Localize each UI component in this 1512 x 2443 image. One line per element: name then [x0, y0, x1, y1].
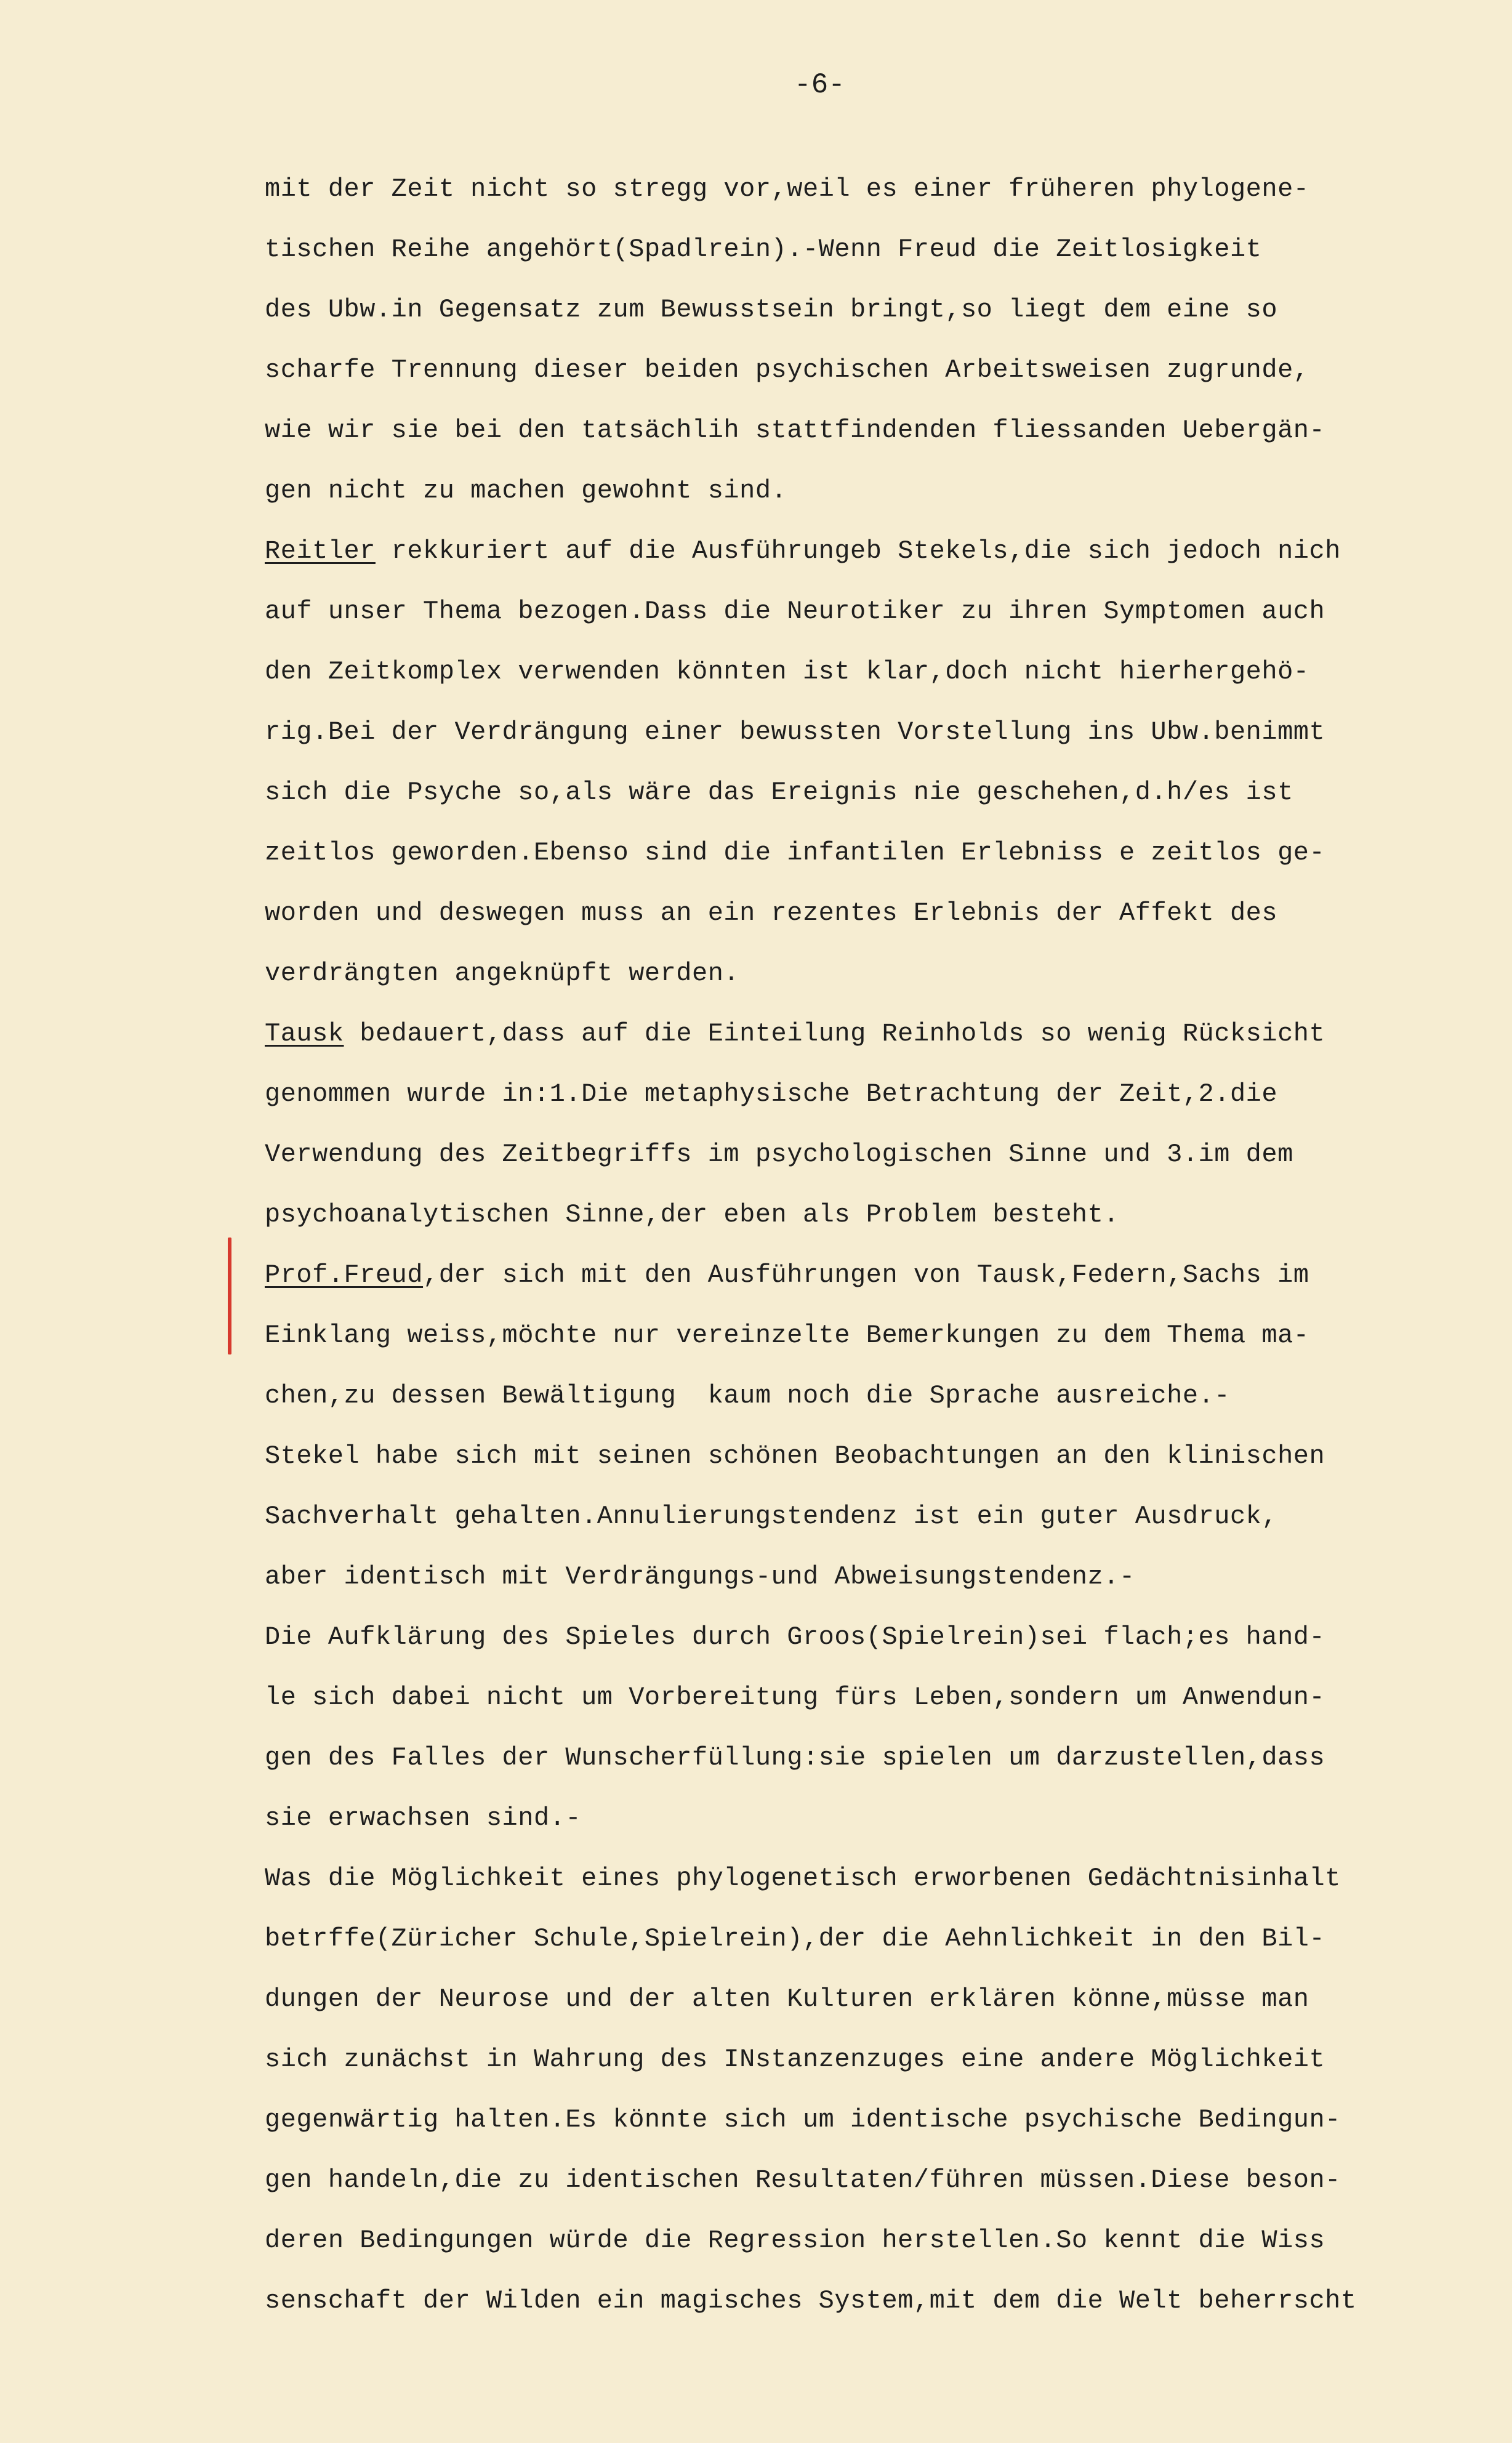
line-text: senschaft der Wilden ein magisches System,mit dem die Welt beherrscht [265, 2286, 1357, 2316]
text-line [265, 943, 1496, 1004]
text-line [265, 159, 1496, 219]
line-text: chen,zu dessen Bewältigung kaum noch die Sprache ausreiche.- [265, 1381, 1230, 1411]
text-line [265, 823, 1496, 883]
line-text: ,der sich mit den Ausführungen von Tausk,Federn,Sachs im [423, 1260, 1309, 1290]
typewritten-text-body [265, 159, 1496, 2331]
text-line [265, 1185, 1496, 1245]
speaker-name: Reitler [265, 536, 376, 566]
line-text: gen handeln,die zu identischen Resultaten/führen müssen.Diese beson- [265, 2165, 1341, 2195]
text-line [265, 1788, 1496, 1848]
text-line [265, 1426, 1496, 1486]
line-text: verdrängten angeknüpft werden. [265, 959, 740, 988]
text-line [265, 883, 1496, 943]
line-text: dungen der Neurose und der alten Kulturen erklären könne,müsse man [265, 1984, 1309, 2014]
text-line [265, 1004, 1496, 1064]
text-line [265, 702, 1496, 762]
text-line [265, 1667, 1496, 1728]
line-text: Die Aufklärung des Spieles durch Groos(Spielrein)sei flach;es hand- [265, 1622, 1325, 1652]
text-line [265, 762, 1496, 823]
text-line [265, 1969, 1496, 2029]
line-text: gegenwärtig halten.Es könnte sich um identische psychische Bedingun- [265, 2105, 1341, 2135]
text-line [265, 219, 1496, 280]
line-text: gen des Falles der Wunscherfüllung:sie spielen um darzustellen,dass [265, 1743, 1325, 1773]
line-text: genommen wurde in:1.Die metaphysische Betrachtung der Zeit,2.die [265, 1079, 1278, 1109]
line-text: rekkuriert auf die Ausführungeb Stekels,die sich jedoch nich [375, 536, 1341, 566]
text-line [265, 2029, 1496, 2090]
text-line [265, 1607, 1496, 1667]
red-margin-mark [228, 1238, 231, 1354]
text-line [265, 1064, 1496, 1124]
line-text: aber identisch mit Verdrängungs-und Abweisungstendenz.- [265, 1562, 1135, 1592]
text-line [265, 1728, 1496, 1788]
text-line [265, 581, 1496, 642]
line-text: wie wir sie bei den tatsächlih stattfindenden fliessanden Uebergän- [265, 416, 1325, 445]
line-text: des Ubw.in Gegensatz zum Bewusstsein bringt,so liegt dem eine so [265, 295, 1278, 324]
text-line [265, 642, 1496, 702]
page-number: -6- [794, 69, 845, 101]
text-line [265, 1366, 1496, 1426]
line-text: Sachverhalt gehalten.Annulierungstendenz ist ein guter Ausdruck, [265, 1502, 1278, 1531]
text-line [265, 1305, 1496, 1366]
line-text: sich die Psyche so,als wäre das Ereignis nie geschehen,d.h/es ist [265, 778, 1293, 807]
line-text: zeitlos geworden.Ebenso sind die infantilen Erlebniss e zeitlos ge- [265, 838, 1325, 867]
line-text: Stekel habe sich mit seinen schönen Beobachtungen an den klinischen [265, 1441, 1325, 1471]
text-line [265, 1848, 1496, 1909]
line-text: sich zunächst in Wahrung des INstanzenzuges eine andere Möglichkeit [265, 2045, 1325, 2074]
text-line [265, 1486, 1496, 1547]
speaker-name: Tausk [265, 1019, 344, 1048]
line-text: Einklang weiss,möchte nur vereinzelte Bemerkungen zu dem Thema ma- [265, 1321, 1309, 1350]
text-line [265, 461, 1496, 521]
line-text: Was die Möglichkeit eines phylogenetisch erworbenen Gedächtnisinhalt [265, 1864, 1341, 1893]
text-line [265, 1124, 1496, 1185]
line-text: deren Bedingungen würde die Regression herstellen.So kennt die Wiss [265, 2226, 1325, 2255]
text-line [265, 2210, 1496, 2271]
line-text: scharfe Trennung dieser beiden psychischen Arbeitsweisen zugrunde, [265, 355, 1309, 385]
speaker-name: Prof.Freud [265, 1260, 424, 1290]
line-text: le sich dabei nicht um Vorbereitung fürs Leben,sondern um Anwendun- [265, 1683, 1325, 1712]
text-line [265, 2150, 1496, 2210]
line-text: den Zeitkomplex verwenden könnten ist klar,doch nicht hierhergehö- [265, 657, 1309, 686]
line-text: gen nicht zu machen gewohnt sind. [265, 476, 787, 505]
text-line [265, 1909, 1496, 1969]
line-text: betrffe(Züricher Schule,Spielrein),der die Aehnlichkeit in den Bil- [265, 1924, 1325, 1954]
line-text: bedauert,dass auf die Einteilung Reinholds so wenig Rücksicht [344, 1019, 1325, 1048]
line-text: rig.Bei der Verdrängung einer bewussten Vorstellung ins Ubw.benimmt [265, 717, 1325, 747]
text-line [265, 280, 1496, 340]
text-line [265, 521, 1496, 581]
line-text: psychoanalytischen Sinne,der eben als Problem besteht. [265, 1200, 1120, 1230]
line-text: auf unser Thema bezogen.Dass die Neurotiker zu ihren Symptomen auch [265, 597, 1325, 626]
text-line [265, 2271, 1496, 2331]
text-line [265, 1245, 1496, 1305]
text-line [265, 2090, 1496, 2150]
line-text: mit der Zeit nicht so stregg vor,weil es einer früheren phylogene- [265, 174, 1309, 204]
line-text: sie erwachsen sind.- [265, 1803, 582, 1833]
text-line [265, 400, 1496, 461]
line-text: Verwendung des Zeitbegriffs im psychologischen Sinne und 3.im dem [265, 1140, 1293, 1169]
line-text: tischen Reihe angehört(Spadlrein).-Wenn Freud die Zeitlosigkeit [265, 235, 1262, 264]
line-text: worden und deswegen muss an ein rezentes Erlebnis der Affekt des [265, 898, 1278, 928]
text-line [265, 1547, 1496, 1607]
text-line [265, 340, 1496, 400]
